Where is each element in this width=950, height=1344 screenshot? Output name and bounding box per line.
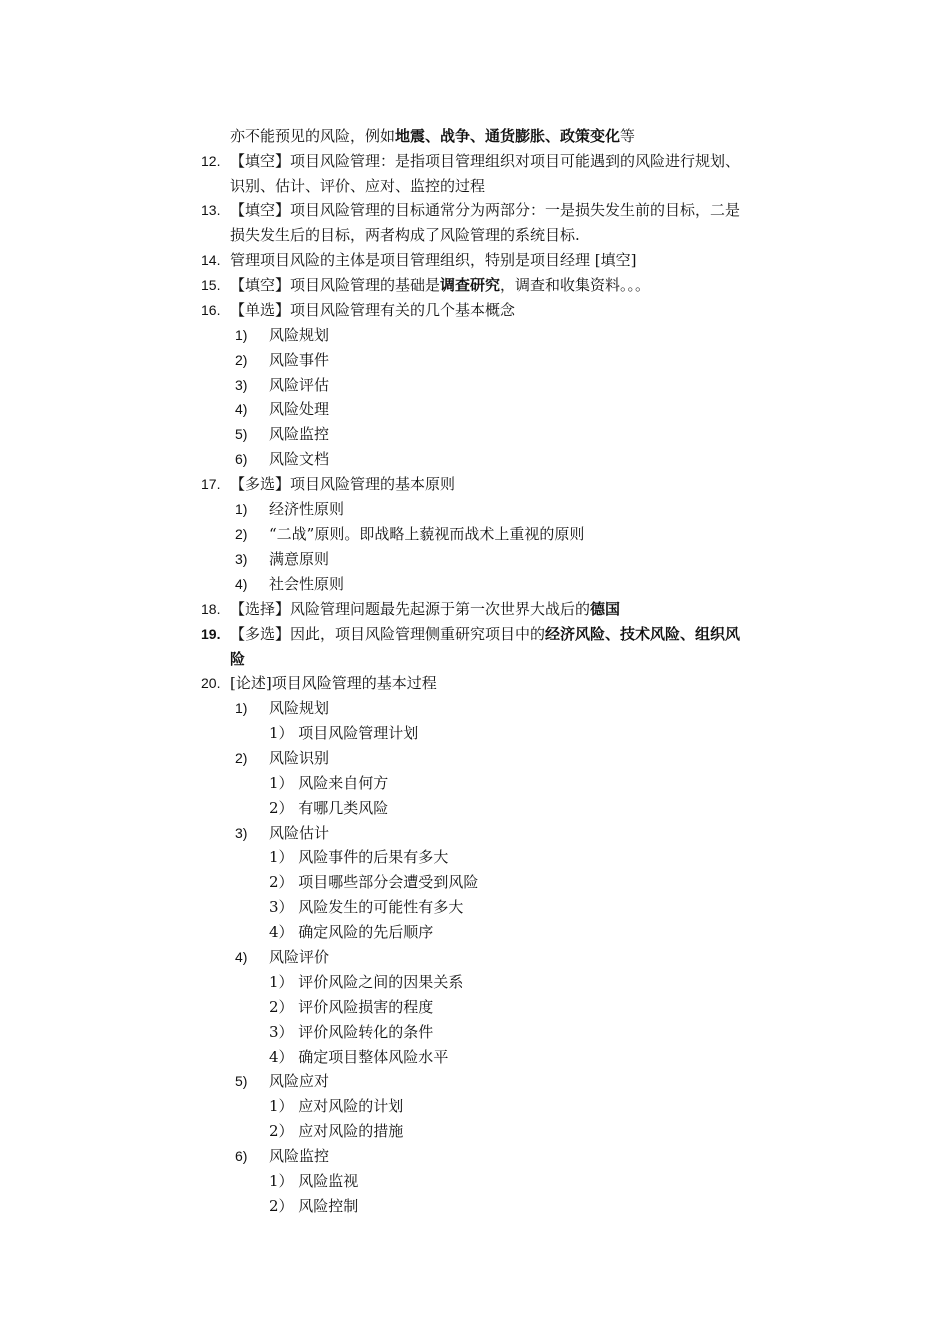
item-20-subsub-text: 1） 风险监视: [269, 1172, 359, 1190]
item-17-line1: 【多选】项目风险管理的基本原则: [230, 475, 456, 493]
item-20-subsub-text: 1） 评价风险之间的因果关系: [269, 973, 464, 991]
item-17-sub-number: 3): [235, 551, 248, 567]
item-16-sub-number: 5): [235, 426, 248, 442]
item-20-sub-number: 6): [235, 1148, 248, 1164]
item-18-bold: 德国: [590, 600, 621, 618]
cont-bold: 地震、战争、通货膨胀、政策变化: [395, 127, 621, 145]
item-20-sub-text: 风险估计: [269, 824, 330, 842]
item-20-subsub-text: 2） 应对风险的措施: [269, 1122, 404, 1140]
item-20-subsub-text: 2） 评价风险损害的程度: [269, 998, 434, 1016]
item-16-sub-number: 1): [235, 327, 248, 343]
item-15-bold: 调查研究: [440, 276, 501, 294]
item-17-sub-number: 2): [235, 526, 248, 542]
item-19-line2: [230, 649, 245, 669]
item-17-sub-number: 4): [235, 576, 248, 592]
item-20-sub-text: 风险应对: [269, 1072, 330, 1090]
item-20-sub-text: 风险评价: [269, 948, 330, 966]
item-16-sub-number: 6): [235, 451, 248, 467]
item-20-sub-number: 3): [235, 825, 248, 841]
item-20-sub-number: 2): [235, 750, 248, 766]
item-14-number: 14.: [201, 252, 221, 268]
item-20-subsub-text: 2） 有哪几类风险: [269, 799, 389, 817]
item-12-number: 12.: [201, 153, 221, 169]
cont-text-a: 亦不能预见的风险，例如: [230, 127, 396, 145]
item-12-line2: 识别、估计、评价、应对、监控的过程: [230, 177, 486, 195]
item-20-sub-text: 风险识别: [269, 749, 330, 767]
item-20-line1: [论述]项目风险管理的基本过程: [230, 674, 437, 692]
item-13-number: 13.: [201, 202, 221, 218]
item-20-subsub-text: 2） 项目哪些部分会遭受到风险: [269, 873, 479, 891]
item-20-subsub-text: 4） 确定项目整体风险水平: [269, 1048, 449, 1066]
item-16-number: 16.: [201, 302, 221, 318]
item-15-line: [230, 275, 650, 295]
item-13-line1: 【填空】项目风险管理的目标通常分为两部分：一是损失发生前的目标，二是: [230, 201, 741, 219]
item-16-sub-number: 3): [235, 377, 248, 393]
item-17-sub-text: “二战”原则。即战略上藐视而战术上重视的原则: [269, 525, 585, 543]
item-16-sub-text: 风险监控: [269, 425, 330, 443]
item-17-sub-text: 社会性原则: [269, 575, 345, 593]
item-20-subsub-text: 1） 风险事件的后果有多大: [269, 848, 449, 866]
item-16-sub-text: 风险事件: [269, 351, 330, 369]
item-20-sub-text: 风险监控: [269, 1147, 330, 1165]
item-16-sub-text: 风险文档: [269, 450, 330, 468]
item-20-sub-number: 4): [235, 949, 248, 965]
item-18-text-a: 【选择】风险管理问题最先起源于第一次世界大战后的: [230, 600, 591, 618]
item-12-line1: 【填空】项目风险管理：是指项目管理组织对项目可能遇到的风险进行规划、: [230, 152, 741, 170]
item-15-number: 15.: [201, 277, 221, 293]
item-19-bold-a: 经济风险、技术风险、组织风: [545, 625, 741, 643]
item-13-line2: 损失发生后的目标，两者构成了风险管理的系统目标.: [230, 226, 580, 244]
item-18-line: [230, 599, 620, 619]
item-20-sub-text: 风险规划: [269, 699, 330, 717]
item-19-text-a: 【多选】因此，项目风险管理侧重研究项目中的: [230, 625, 546, 643]
item-14-line1: 管理项目风险的主体是项目管理组织，特别是项目经理 [填空]: [230, 251, 637, 269]
item-19-number: 19.: [201, 626, 221, 642]
item-17-sub-number: 1): [235, 501, 248, 517]
item-19-bold-b: 险: [230, 650, 246, 668]
item-20-subsub-text: 4） 确定风险的先后顺序: [269, 923, 434, 941]
item-16-sub-number: 4): [235, 401, 248, 417]
item-18-number: 18.: [201, 601, 221, 617]
item-17-number: 17.: [201, 476, 221, 492]
item-20-subsub-text: 1） 项目风险管理计划: [269, 724, 419, 742]
cont-text-b: 等: [620, 127, 636, 145]
item-20-sub-number: 5): [235, 1073, 248, 1089]
item-16-sub-text: 风险评估: [269, 376, 330, 394]
item-16-line1: 【单选】项目风险管理有关的几个基本概念: [230, 301, 516, 319]
item-20-number: 20.: [201, 675, 221, 691]
item-16-sub-text: 风险规划: [269, 326, 330, 344]
item-17-sub-text: 经济性原则: [269, 500, 345, 518]
item-20-subsub-text: 2） 风险控制: [269, 1197, 359, 1215]
item-15-text-a: 【填空】项目风险管理的基础是: [230, 276, 441, 294]
continuation-line: [230, 126, 635, 146]
item-16-sub-text: 风险处理: [269, 400, 330, 418]
item-17-sub-text: 满意原则: [269, 550, 330, 568]
item-20-subsub-text: 3） 风险发生的可能性有多大: [269, 898, 464, 916]
item-19-line1: [230, 624, 740, 644]
item-20-sub-number: 1): [235, 700, 248, 716]
item-16-sub-number: 2): [235, 352, 248, 368]
item-20-subsub-text: 3） 评价风险转化的条件: [269, 1023, 434, 1041]
item-20-subsub-text: 1） 应对风险的计划: [269, 1097, 404, 1115]
item-15-text-b: ，调查和收集资料。。。: [500, 276, 651, 294]
item-20-subsub-text: 1） 风险来自何方: [269, 774, 389, 792]
